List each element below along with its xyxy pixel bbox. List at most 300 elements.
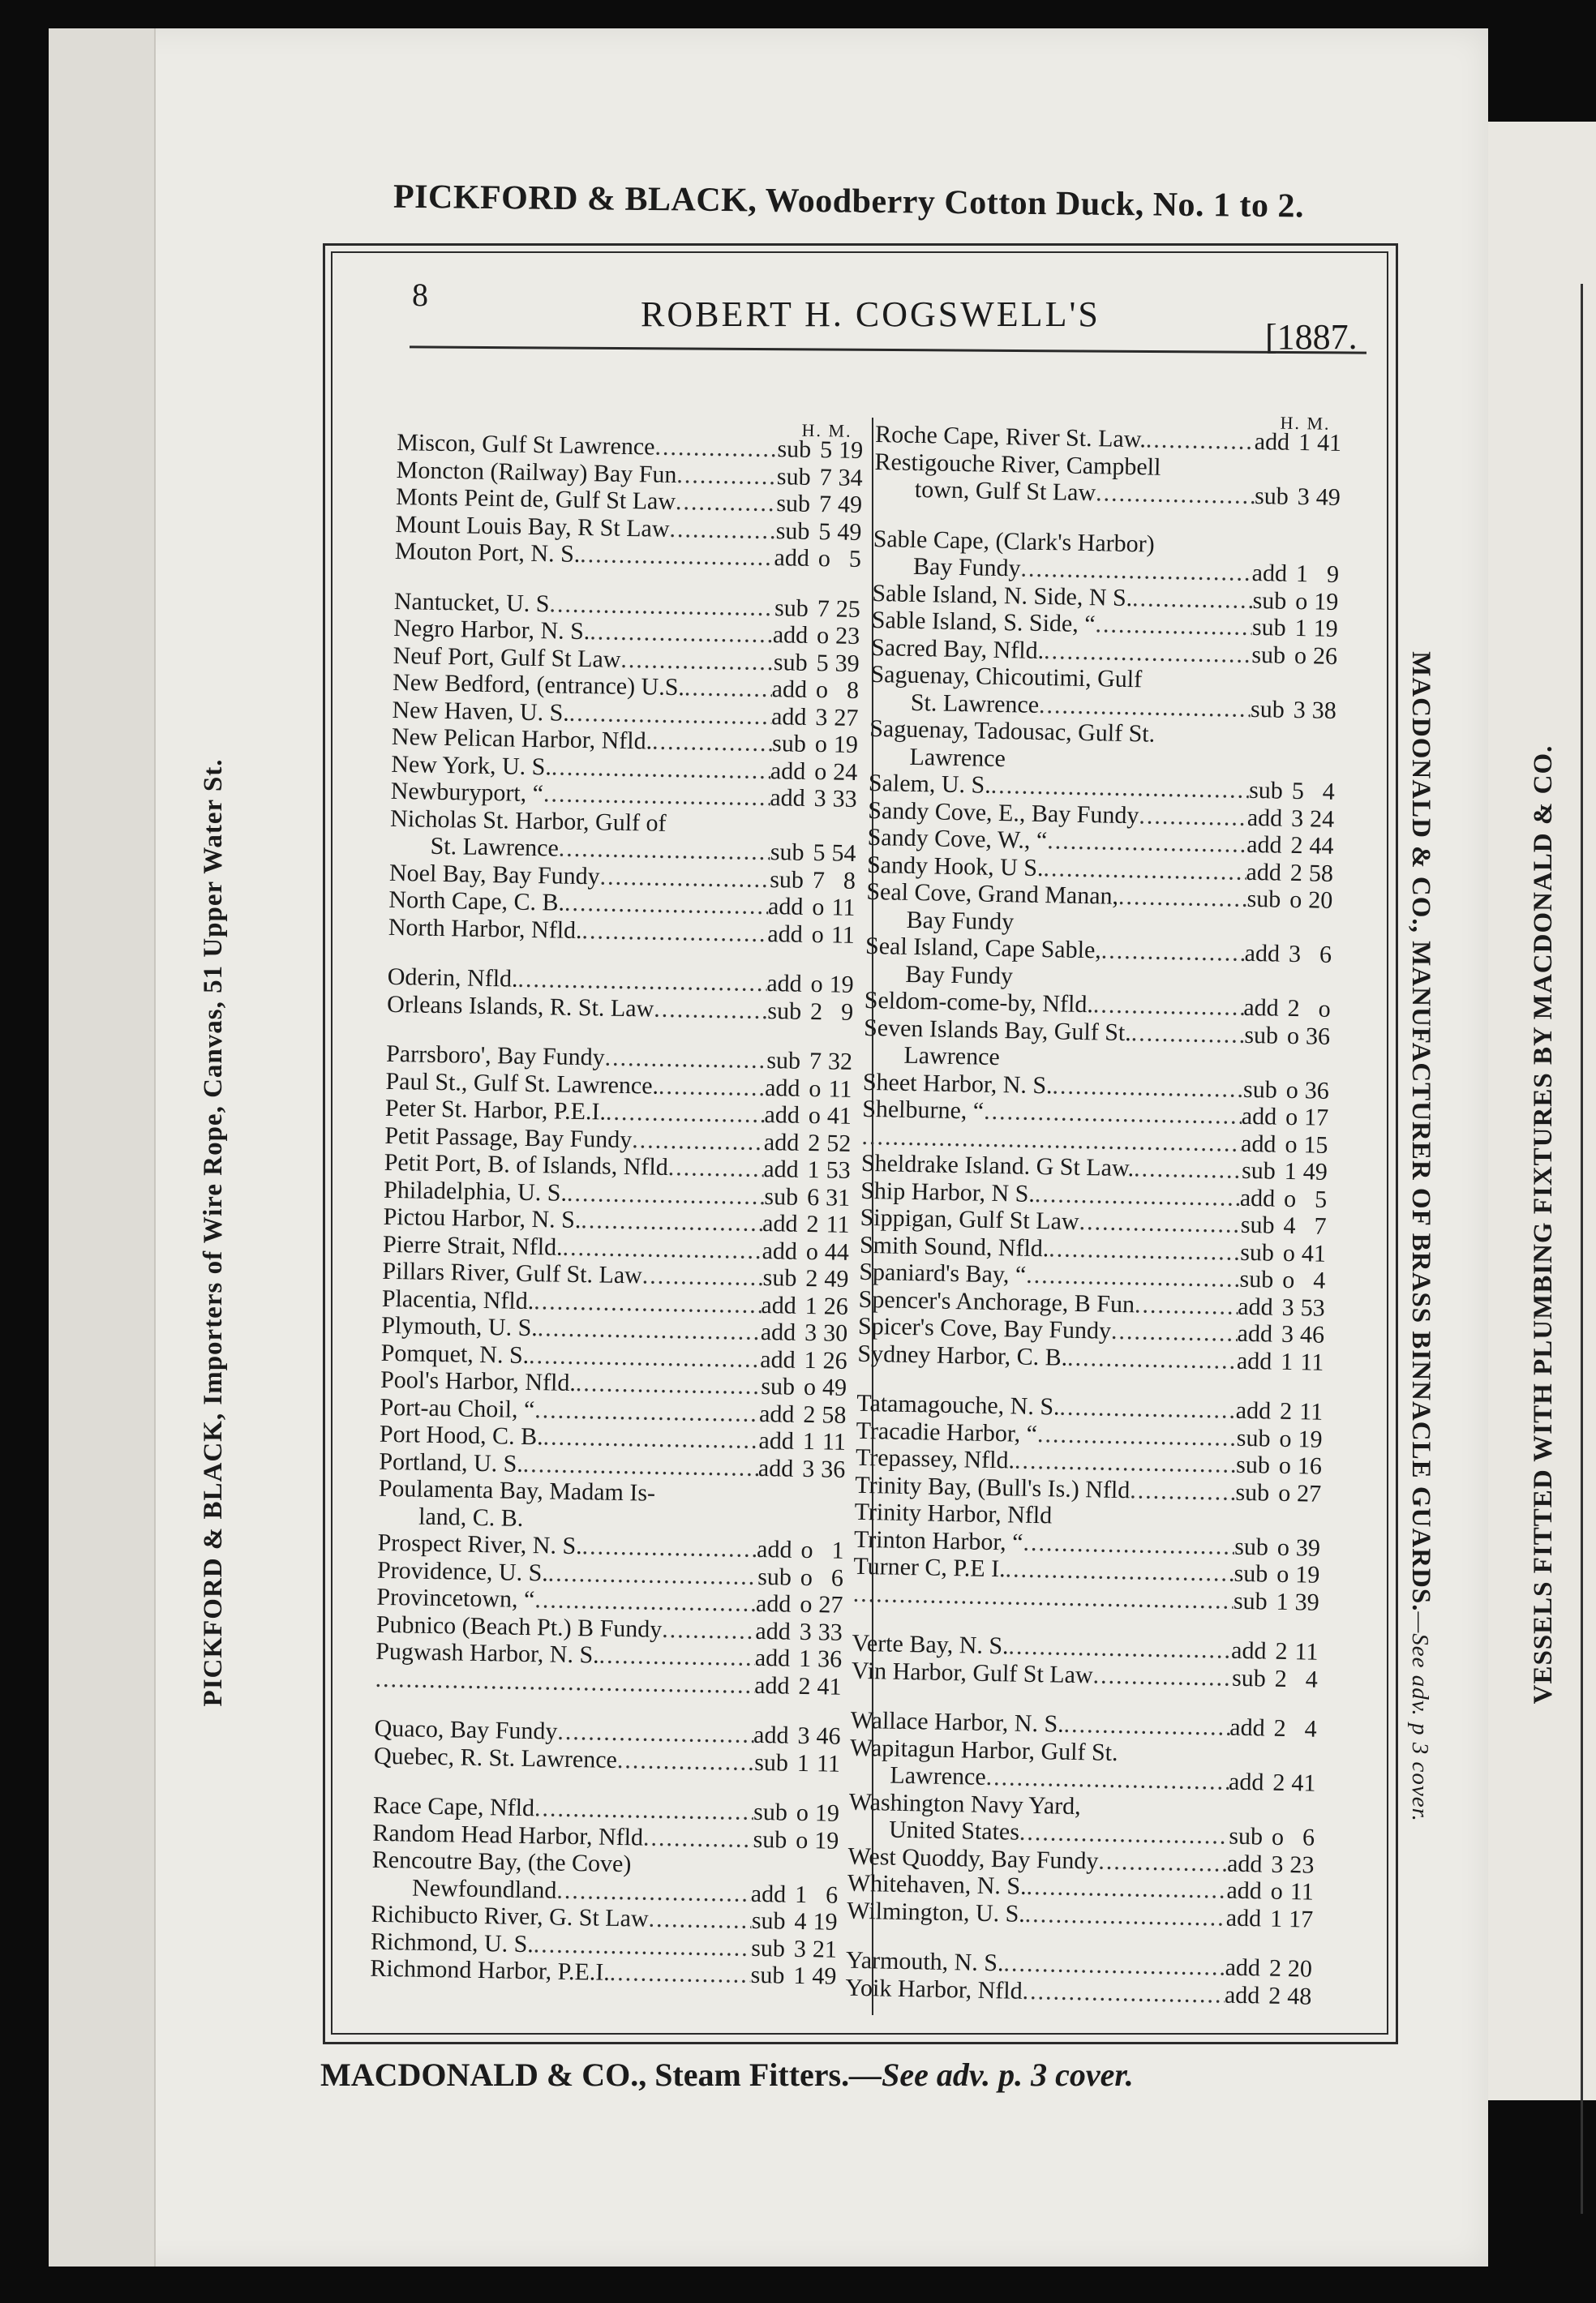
- dot-leader: [1098, 1847, 1227, 1877]
- minutes-value: 17: [1303, 1104, 1329, 1131]
- place-name: Roche Cape, River St. Law.: [874, 420, 1147, 453]
- correction-op: sub: [764, 1182, 799, 1211]
- dot-leader: [643, 1824, 753, 1853]
- hours-value: o: [816, 622, 830, 650]
- minutes-value: 23: [1289, 1851, 1315, 1879]
- minutes-value: 4: [1322, 778, 1336, 805]
- hours-value: 2: [1273, 1714, 1286, 1743]
- minutes-value: 21: [812, 1935, 838, 1963]
- hours-value: 1: [804, 1292, 818, 1319]
- correction-op: add: [755, 1589, 792, 1618]
- correction-op: add: [1251, 559, 1288, 587]
- correction-op: sub: [1233, 1587, 1268, 1615]
- minutes-value: 9: [1326, 560, 1340, 588]
- place-name: Wallace Harbor, N. S.: [850, 1706, 1065, 1738]
- hours-value: 2: [1274, 1665, 1288, 1692]
- hours-value: 1: [802, 1427, 816, 1456]
- minutes-value: 32: [827, 1048, 853, 1075]
- place-name: Verte Bay, N. S.: [852, 1629, 1009, 1660]
- hours-value: 3: [1288, 940, 1302, 968]
- dot-leader: [517, 966, 766, 997]
- hours-value: o: [811, 920, 825, 948]
- hours-value: 2: [809, 997, 823, 1025]
- correction-op: sub: [1251, 641, 1286, 669]
- page-header: [405, 276, 1379, 357]
- hours-value: o: [810, 971, 823, 998]
- minutes-value: 11: [1289, 1878, 1315, 1906]
- correction-op: sub: [1251, 613, 1287, 641]
- dot-leader: [1019, 1819, 1229, 1850]
- minutes-value: 26: [822, 1346, 847, 1375]
- correction-op: sub: [1246, 885, 1281, 913]
- hours-value: 3: [799, 1618, 813, 1645]
- place-name: Lawrence: [890, 1761, 987, 1791]
- minutes-value: 8: [846, 676, 860, 704]
- correction-op: add: [770, 757, 806, 785]
- dot-leader: [581, 1533, 757, 1563]
- dot-leader: [1067, 1344, 1237, 1375]
- dot-leader: [580, 541, 774, 572]
- hours-value: 1: [793, 1962, 806, 1990]
- correction-op: add: [757, 1454, 794, 1482]
- place-name: Orleans Islands, R. St. Law: [386, 990, 654, 1023]
- dot-leader: [534, 1586, 756, 1617]
- hours-value: 7: [809, 1047, 822, 1075]
- dot-leader: [534, 1396, 759, 1427]
- minutes-value: 20: [1307, 886, 1333, 914]
- hours-value: 1: [1294, 614, 1308, 642]
- correction-op: add: [1228, 1768, 1264, 1796]
- dot-leader: [564, 890, 769, 920]
- dot-leader: [576, 1370, 762, 1400]
- hours-value: 2: [803, 1400, 816, 1428]
- place-name: Port Hood, C. B.: [379, 1420, 543, 1451]
- dot-leader: [581, 917, 767, 947]
- place-name: Lawrence: [909, 743, 1006, 772]
- minutes-value: 49: [1302, 1158, 1328, 1186]
- correction-op: sub: [753, 1748, 789, 1777]
- place-name: New York, U. S.: [391, 750, 552, 780]
- correction-op: sub: [1235, 1451, 1271, 1479]
- hours-value: 2: [1287, 994, 1301, 1023]
- place-name: West Quoddy, Bay Fundy: [847, 1842, 1099, 1875]
- place-name: Noel Bay, Bay Fundy: [388, 859, 600, 890]
- minutes-value: 11: [828, 1074, 852, 1103]
- hours-value: 1: [1284, 1157, 1298, 1186]
- place-name: Trinity Bay, (Bull's Is.) Nfld: [855, 1471, 1130, 1503]
- minutes-value: 58: [822, 1400, 847, 1429]
- minutes-value: 6: [825, 1881, 839, 1909]
- hours-value: o: [814, 731, 828, 758]
- dot-leader: [606, 1099, 765, 1129]
- correction-op: add: [1241, 1102, 1277, 1130]
- minutes-value: 16: [1297, 1452, 1323, 1480]
- correction-op: add: [1243, 993, 1280, 1022]
- adjacent-page-edge: [1581, 284, 1583, 2214]
- minutes-value: 8: [843, 867, 856, 894]
- dot-leader: [581, 1207, 762, 1237]
- hours-value: 2: [1289, 859, 1303, 886]
- correction-op: add: [1229, 1713, 1265, 1742]
- dot-leader: [543, 780, 770, 811]
- place-name: Turner C, P.E I.: [853, 1552, 1006, 1583]
- place-name: Restigouche River, Campbell: [874, 448, 1161, 481]
- place-name: Negro Harbor, N. S.: [393, 614, 590, 645]
- place-name: Poulamenta Bay, Madam Is-: [378, 1474, 656, 1507]
- dot-leader: [559, 835, 771, 866]
- minutes-value: 31: [825, 1183, 851, 1212]
- correction-op: sub: [757, 1563, 792, 1591]
- dot-leader: [1003, 1949, 1225, 1981]
- hours-value: o: [796, 1799, 809, 1827]
- page-gutter: [49, 28, 156, 2267]
- dot-leader: [1093, 991, 1244, 1021]
- place-name: Seal Cove, Grand Manan,: [866, 877, 1119, 910]
- dot-leader: [1037, 1421, 1237, 1452]
- hours-value: 2: [1290, 831, 1303, 860]
- hours-value: 4: [1283, 1212, 1296, 1240]
- minutes-value: 11: [831, 894, 856, 921]
- dot-leader: [642, 1262, 763, 1291]
- place-name: Sheldrake Island. G St Law.: [860, 1149, 1135, 1182]
- hours-value: o: [809, 1074, 822, 1102]
- hours-value: 3: [1297, 483, 1311, 511]
- correction-op: sub: [1241, 1156, 1276, 1185]
- correction-op: add: [1235, 1396, 1272, 1425]
- place-name: Providence, U. S.: [376, 1556, 549, 1586]
- correction-op: sub: [751, 1906, 786, 1935]
- minutes-value: 46: [816, 1722, 841, 1750]
- minutes-value: 6: [1319, 941, 1332, 968]
- dot-leader: [659, 1072, 766, 1101]
- hours-value: 3: [1281, 1320, 1294, 1349]
- place-name: Sandy Cove, W., “: [867, 823, 1048, 855]
- dot-leader: [1052, 1072, 1243, 1103]
- dot-leader: [1025, 1900, 1227, 1931]
- dot-leader: [1079, 1208, 1241, 1238]
- hours-value: o: [805, 1237, 819, 1265]
- hours-value: 3: [793, 1935, 807, 1962]
- dot-leader: [1023, 1529, 1234, 1560]
- correction-op: add: [753, 1721, 789, 1749]
- place-name: Pubnico (Beach Pt.) B Fundy: [375, 1610, 663, 1643]
- minutes-value: 33: [832, 785, 857, 813]
- dot-leader: [654, 995, 768, 1024]
- place-name: Sandy Cove, E., Bay Fundy: [868, 796, 1139, 829]
- correction-op: add: [1230, 1636, 1267, 1665]
- hours-value: 2: [1275, 1637, 1288, 1666]
- dot-leader: [632, 1126, 764, 1156]
- hours-value: 3: [801, 1455, 815, 1482]
- correction-op: add: [762, 1210, 798, 1237]
- correction-op: add: [758, 1426, 795, 1455]
- place-name: Random Head Harbor, Nfld: [372, 1819, 644, 1851]
- bottom-banner: [320, 2056, 1294, 2094]
- correction-op: add: [766, 970, 803, 997]
- minutes-value: 41: [817, 1672, 842, 1700]
- dot-leader: [538, 1314, 762, 1345]
- correction-op: add: [760, 1318, 796, 1346]
- minutes-value: 53: [1300, 1293, 1325, 1322]
- place-name: land, C. B.: [418, 1503, 524, 1532]
- dot-leader: [1100, 937, 1245, 967]
- hours-value: 5: [1291, 777, 1305, 805]
- minutes-value: 49: [822, 1374, 847, 1401]
- place-name: Miscon, Gulf St Lawrence: [397, 428, 655, 461]
- minutes-value: 11: [1300, 1348, 1324, 1376]
- dot-leader: [567, 1179, 765, 1210]
- hours-value: o: [1282, 1239, 1296, 1267]
- correction-op: add: [1224, 1981, 1260, 2009]
- correction-op: sub: [777, 435, 812, 463]
- correction-op: add: [1240, 1130, 1276, 1158]
- minutes-value: 53: [826, 1156, 851, 1184]
- dot-leader: [676, 461, 777, 491]
- side-text-right-main: MACDONALD & CO., MANUFACTURER OF BRASS BINNACLE GUARDS.: [1406, 651, 1435, 1612]
- correction-op: add: [764, 1074, 800, 1102]
- place-name: Quebec, R. St. Lawrence: [373, 1742, 618, 1773]
- minutes-value: 5: [848, 545, 862, 573]
- dot-leader: [684, 674, 772, 702]
- correction-op: sub: [1248, 776, 1284, 804]
- place-name: Pierre Strait, Nfld.: [382, 1230, 563, 1261]
- dot-leader: [523, 1450, 759, 1482]
- place-name: Petit Passage, Bay Fundy: [384, 1121, 633, 1153]
- minutes-value: 41: [1301, 1239, 1327, 1267]
- minutes-value: 11: [1298, 1398, 1324, 1426]
- page-year: [1887.: [1265, 317, 1358, 357]
- minutes-value: 24: [1309, 804, 1335, 833]
- correction-op: sub: [750, 1934, 786, 1962]
- place-name: Rencoutre Bay, (the Cove): [371, 1846, 632, 1878]
- correction-op: add: [1246, 858, 1282, 886]
- minutes-value: 11: [830, 920, 856, 949]
- minutes-value: 30: [822, 1319, 848, 1347]
- correction-op: add: [1236, 1347, 1272, 1375]
- dot-leader: [1092, 1662, 1232, 1692]
- correction-op: sub: [766, 1047, 801, 1074]
- hours-value: o: [812, 894, 825, 921]
- correction-op: add: [767, 920, 804, 948]
- minutes-value: 36: [817, 1645, 843, 1673]
- correction-op: sub: [762, 1264, 797, 1292]
- correction-op: sub: [776, 462, 811, 491]
- dot-leader: [1096, 479, 1255, 509]
- dot-leader: [1134, 1155, 1242, 1184]
- minutes-value: 7: [1314, 1212, 1327, 1240]
- minutes-value: 4: [1305, 1665, 1319, 1693]
- hours-value: 2: [1268, 1954, 1282, 1982]
- dot-leader: [1063, 1711, 1229, 1741]
- hours-value: o: [814, 757, 827, 785]
- hours-value: 1: [1298, 429, 1311, 457]
- minutes-value: 48: [1287, 1982, 1312, 2010]
- hours-value: 3: [1281, 1293, 1294, 1321]
- place-name: Port-au Choil, “: [380, 1393, 535, 1423]
- dot-leader: [617, 1746, 755, 1775]
- dot-leader: [604, 1044, 766, 1074]
- hours-value: 5: [813, 839, 826, 867]
- dot-leader: [556, 1876, 751, 1907]
- hours-value: 2: [1268, 1982, 1281, 2009]
- dot-leader: [534, 1288, 762, 1319]
- hours-value: 1: [798, 1645, 812, 1673]
- hours-value: o: [1279, 1425, 1292, 1452]
- dot-leader: [1047, 827, 1247, 858]
- place-name: Peter St. Harbor, P.E.I.: [384, 1094, 607, 1126]
- place-name: Sippigan, Gulf St Law: [860, 1203, 1079, 1235]
- place-name: Pool's Harbor, Nfld.: [380, 1366, 577, 1397]
- hours-value: 3: [1290, 804, 1304, 832]
- place-name: Sable Island, N. Side, N S.: [872, 579, 1133, 611]
- place-name: Ship Harbor, N S.: [860, 1177, 1036, 1207]
- dot-leader: [562, 1233, 762, 1264]
- minutes-value: 24: [833, 757, 858, 786]
- place-name: Sheet Harbor, N. S.: [862, 1068, 1053, 1099]
- minutes-value: 27: [818, 1591, 843, 1619]
- bottom-banner-note: —See adv. p. 3 cover.: [849, 2056, 1134, 2093]
- place-name: town, Gulf St Law: [914, 475, 1096, 507]
- place-name: Mount Louis Bay, R St Law: [395, 510, 670, 543]
- dot-leader: [1135, 1291, 1238, 1320]
- hours-value: o: [1271, 1823, 1285, 1851]
- correction-op: add: [1244, 939, 1281, 967]
- correction-op: sub: [1242, 1075, 1278, 1104]
- place-name: Richmond, U. S.: [370, 1928, 534, 1958]
- correction-op: sub: [1244, 1021, 1279, 1049]
- minutes-value: 27: [1296, 1479, 1322, 1507]
- place-name: St. Lawrence: [430, 832, 560, 862]
- minutes-value: 27: [834, 703, 859, 731]
- dot-leader: [1026, 1262, 1240, 1293]
- place-name: New Haven, U. S.: [392, 696, 570, 727]
- place-name: Tracadie Harbor, “: [856, 1417, 1038, 1447]
- minutes-value: 6: [1302, 1824, 1315, 1851]
- minutes-value: 36: [820, 1455, 846, 1483]
- minutes-value: 54: [831, 839, 856, 867]
- minutes-value: 49: [824, 1265, 849, 1293]
- correction-op: add: [770, 784, 805, 812]
- dot-leader: [654, 434, 778, 463]
- place-name: Sydney Harbor, C. B.: [857, 1340, 1068, 1371]
- correction-op: add: [1239, 1184, 1276, 1212]
- hours-value: 6: [806, 1183, 820, 1211]
- bottom-banner-main: MACDONALD & CO., Steam Fitters.: [320, 2056, 850, 2093]
- side-text-right-inner: [1395, 345, 1435, 2129]
- minutes-value: 19: [813, 1908, 838, 1936]
- dot-leader: [1035, 1180, 1241, 1211]
- minutes-value: 11: [822, 1428, 847, 1456]
- minutes-value: 9: [840, 998, 854, 1026]
- correction-op: sub: [1229, 1822, 1264, 1851]
- correction-op: add: [1226, 1850, 1263, 1877]
- hours-value: 5: [818, 517, 831, 545]
- hours-value: 5: [819, 436, 833, 464]
- correction-op: add: [762, 1237, 798, 1265]
- correction-op: add: [1226, 1876, 1263, 1905]
- place-name: Saguenay, Tadousac, Gulf St.: [869, 714, 1156, 748]
- side-text-left: PICKFORD & BLACK, Importers of Wire Rope, Canvas, 51 Upper Water St.: [199, 758, 228, 1707]
- correction-op: sub: [775, 517, 810, 545]
- minutes-value: 41: [826, 1102, 852, 1130]
- place-name: Pillars River, Gulf St. Law: [382, 1257, 643, 1289]
- minutes-value: 41: [1291, 1769, 1316, 1797]
- correction-op: add: [770, 702, 807, 731]
- minutes-value: 49: [812, 1962, 837, 1990]
- top-banner: PICKFORD & BLACK, Woodberry Cotton Duck, No. 1 to 2.: [393, 178, 1305, 225]
- correction-op: add: [763, 1156, 800, 1183]
- correction-op: add: [767, 893, 804, 920]
- hours-value: 2: [805, 1264, 818, 1293]
- hours-value: 1: [794, 1881, 808, 1908]
- place-name: Spicer's Cove, Bay Fundy: [857, 1312, 1112, 1344]
- minutes-value: o: [1318, 995, 1332, 1023]
- correction-op: sub: [1254, 482, 1289, 510]
- minutes-value: 49: [837, 517, 862, 546]
- hours-value: o: [1285, 1103, 1298, 1131]
- place-name: New Bedford, (entrance) U.S.: [392, 668, 685, 701]
- correction-op: add: [1246, 830, 1282, 859]
- hours-value: 2: [1272, 1769, 1285, 1796]
- minutes-value: 17: [1288, 1905, 1314, 1933]
- right-column-entries: [845, 421, 1341, 2010]
- hours-value: 1: [807, 1156, 821, 1184]
- correction-op: sub: [1236, 1424, 1271, 1452]
- hours-value: 5: [816, 649, 829, 676]
- hours-value: 3: [804, 1319, 817, 1347]
- correction-op: add: [760, 1345, 796, 1374]
- hours-value: o: [1281, 1266, 1295, 1294]
- dot-leader: [548, 1559, 758, 1590]
- minutes-value: 19: [1313, 615, 1339, 642]
- correction-op: add: [755, 1617, 792, 1645]
- place-name: Wapitagun Harbor, Gulf St.: [849, 1734, 1118, 1766]
- minutes-value: 23: [834, 622, 860, 650]
- hours-value: 7: [817, 594, 830, 622]
- place-name: Paul St., Gulf St. Lawrence.: [385, 1067, 659, 1100]
- correction-op: sub: [767, 997, 802, 1025]
- place-name: Placentia, Nfld.: [381, 1284, 534, 1314]
- correction-op: add: [763, 1128, 800, 1156]
- correction-op: add: [774, 544, 810, 572]
- dot-leader: [1044, 637, 1252, 668]
- place-name: Moncton (Railway) Bay Fun: [396, 456, 677, 488]
- minutes-value: 39: [1295, 1533, 1321, 1562]
- place-name: Sandy Hook, U S.: [866, 851, 1044, 881]
- hours-value: o: [800, 1563, 813, 1591]
- dot-leader: [598, 1642, 755, 1672]
- dot-leader: [599, 863, 770, 893]
- correction-op: sub: [753, 1798, 788, 1826]
- dot-leader: [1130, 1477, 1236, 1506]
- hours-value: 3: [797, 1722, 810, 1750]
- correction-op: sub: [770, 838, 804, 866]
- place-name: Sacred Bay, Nfld.: [870, 633, 1045, 664]
- place-name: St. Lawrence: [910, 688, 1040, 718]
- hours-value: o: [803, 1373, 817, 1401]
- dot-leader: [1146, 426, 1255, 455]
- correction-op: sub: [773, 648, 808, 676]
- minutes-value: 19: [833, 731, 859, 758]
- place-name: Provincetown, “: [376, 1583, 535, 1614]
- minutes-value: 25: [835, 594, 861, 623]
- hours-value: o: [1276, 1533, 1290, 1561]
- hours-value: o: [1289, 886, 1302, 914]
- dot-leader: [1022, 1977, 1225, 2008]
- right-column: [845, 401, 1342, 2010]
- place-name: Trinton Harbor, “: [853, 1525, 1023, 1556]
- dot-leader: [543, 1423, 759, 1454]
